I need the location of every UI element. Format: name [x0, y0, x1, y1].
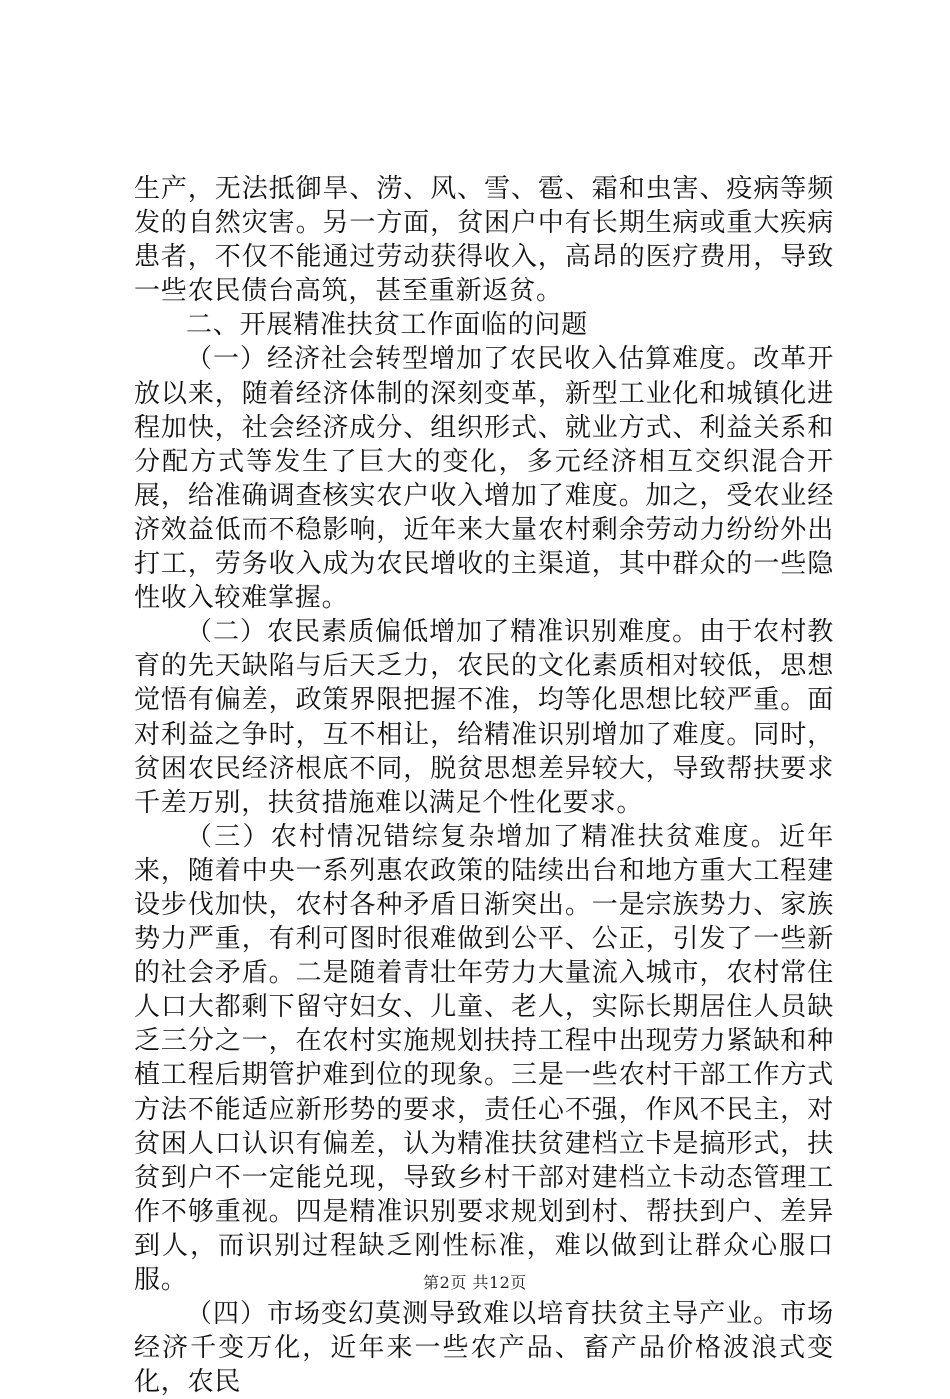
paragraph-continuation: 生产，无法抵御旱、涝、风、雪、雹、霜和虫害、疫病等频发的自然灾害。另一方面，贫困户中有长期生病或重大疾病患者，不仅不能通过劳动获得收入，高昂的医疗费用，导致一些农民债台高筑，甚至重新返贫。: [134, 174, 834, 307]
paragraph-item-2: （二）农民素质偏低增加了精准识别难度。由于农村教育的先天缺陷与后天乏力，农民的文化素质相对较低，思想觉悟有偏差，政策界限把握不准，均等化思想比较严重。面对利益之争时，互不相让，给精准识别增加了难度。同时，贫困农民经济根底不同，脱贫思想差异较大，导致帮扶要求千差万别，扶贫措施难以满足个性化要求。: [134, 617, 834, 818]
section-heading: 二、开展精准扶贫工作面临的问题: [186, 310, 589, 341]
paragraph-item-4: （四）市场变幻莫测导致难以培育扶贫主导产业。市场经济千变万化，近年来一些农产品、畜产品价格波浪式变化，农民: [134, 1299, 834, 1398]
document-body: [134, 172, 834, 1399]
page-number-footer: 第2页 共12页: [423, 1273, 527, 1292]
paragraph-item-1: （一）经济社会转型增加了农民收入估算难度。改革开放以来，随着经济体制的深刻变革，新型工业化和城镇化进程加快，社会经济成分、组织形式、就业方式、利益关系和分配方式等发生了巨大的变化，多元经济相互交织混合开展，给准确调查核实农户收入增加了难度。加之，受农业经济效益低而不稳影响，近年来大量农村剩余劳动力纷纷外出打工，劳务收入成为农民增收的主渠道，其中群众的一些隐性收入较难掌握。: [134, 344, 834, 614]
paragraph-item-3: （三）农村情况错综复杂增加了精准扶贫难度。近年来，随着中央一系列惠农政策的陆续出台和地方重大工程建设步伐加快，农村各种矛盾日渐突出。一是宗族势力、家族势力严重，有利可图时很难做到公平、公正，引发了一些新的社会矛盾。二是随着青壮年劳力大量流入城市，农村常住人口大都剩下留守妇女、儿童、老人，实际长期居住人员缺乏三分之一，在农村实施规划扶持工程中出现劳力紧缺和种植工程后期管护难到位的现象。三是一些农村干部工作方式方法不能适应新形势的要求，责任心不强，作风不民主，对贫困人口认识有偏差，认为精准扶贫建档立卡是搞形式，扶贫到户不一定能兑现，导致乡村干部对建档立卡动态管理工作不够重视。四是精准识别要求规划到村、帮扶到户、差异到人，而识别过程缺乏刚性标准，难以做到让群众心服口服。: [134, 821, 834, 1295]
